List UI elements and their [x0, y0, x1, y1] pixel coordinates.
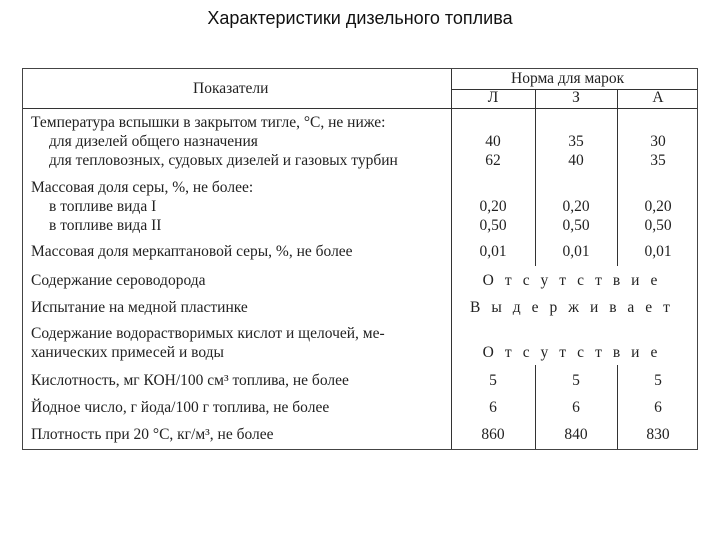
- row-label: для дизелей общего назначения: [49, 133, 258, 150]
- row-label: Массовая доля меркаптановой серы, %, не более: [31, 243, 353, 260]
- row-label: Содержание сероводорода: [31, 272, 206, 289]
- cell-value: 6: [654, 399, 662, 416]
- row-label: ханических примесей и воды: [31, 344, 224, 361]
- row-label: Массовая доля серы, %, не более:: [31, 179, 254, 196]
- row-label: Испытание на медной пластинке: [31, 299, 248, 316]
- merged-value: Отсутствие: [482, 272, 669, 289]
- cell-value: 0,50: [479, 217, 507, 234]
- row-label: Температура вспышки в закрытом тигле, °С, не ниже:: [31, 114, 386, 131]
- cell-value: 6: [572, 399, 580, 416]
- cell-value: 0,20: [479, 198, 507, 215]
- cell-value: 5: [572, 372, 580, 389]
- row-label: для тепловозных, судовых дизелей и газовых турбин: [49, 152, 398, 169]
- row-label: в топливе вида I: [49, 198, 157, 215]
- cell-value: 0,20: [644, 198, 672, 215]
- header-grade: З: [572, 89, 580, 106]
- cell-value: 5: [654, 372, 662, 389]
- cell-value: 0,50: [644, 217, 672, 234]
- cell-value: 6: [489, 399, 497, 416]
- row-label: Кислотность, мг КОН/100 см³ топлива, не более: [31, 372, 349, 389]
- merged-value: Отсутствие: [482, 344, 669, 361]
- cell-value: 35: [650, 152, 666, 169]
- cell-value: 30: [650, 133, 666, 150]
- merged-value: Выдерживает: [470, 299, 681, 316]
- cell-value: 0,01: [479, 243, 507, 260]
- row-label: в топливе вида II: [49, 217, 162, 234]
- cell-value: 0,01: [562, 243, 590, 260]
- cell-value: 830: [646, 426, 670, 443]
- cell-value: 0,01: [644, 243, 672, 260]
- slide-title: Характеристики дизельного топлива: [207, 8, 513, 28]
- cell-value: 40: [568, 152, 584, 169]
- diesel-fuel-table: [22, 68, 698, 450]
- cell-value: 860: [481, 426, 505, 443]
- column-divider: [451, 69, 452, 449]
- header-norm: Норма для марок: [511, 70, 625, 87]
- grade-divider: [535, 89, 536, 266]
- header-indicator: Показатели: [193, 80, 269, 97]
- cell-value: 0,50: [562, 217, 590, 234]
- row-label: Плотность при 20 °С, кг/м³, не более: [31, 426, 274, 443]
- cell-value: 40: [485, 133, 501, 150]
- cell-value: 62: [485, 152, 501, 169]
- cell-value: 35: [568, 133, 584, 150]
- row-label: Содержание водорастворимых кислот и щелочей, ме-: [31, 325, 385, 342]
- row-label: Йодное число, г йода/100 г топлива, не более: [31, 399, 330, 416]
- grade-divider: [617, 89, 618, 266]
- header-grade: Л: [487, 89, 499, 106]
- cell-value: 840: [564, 426, 588, 443]
- header-divider: [23, 108, 697, 109]
- cell-value: 0,20: [562, 198, 590, 215]
- header-grade: А: [652, 89, 664, 106]
- cell-value: 5: [489, 372, 497, 389]
